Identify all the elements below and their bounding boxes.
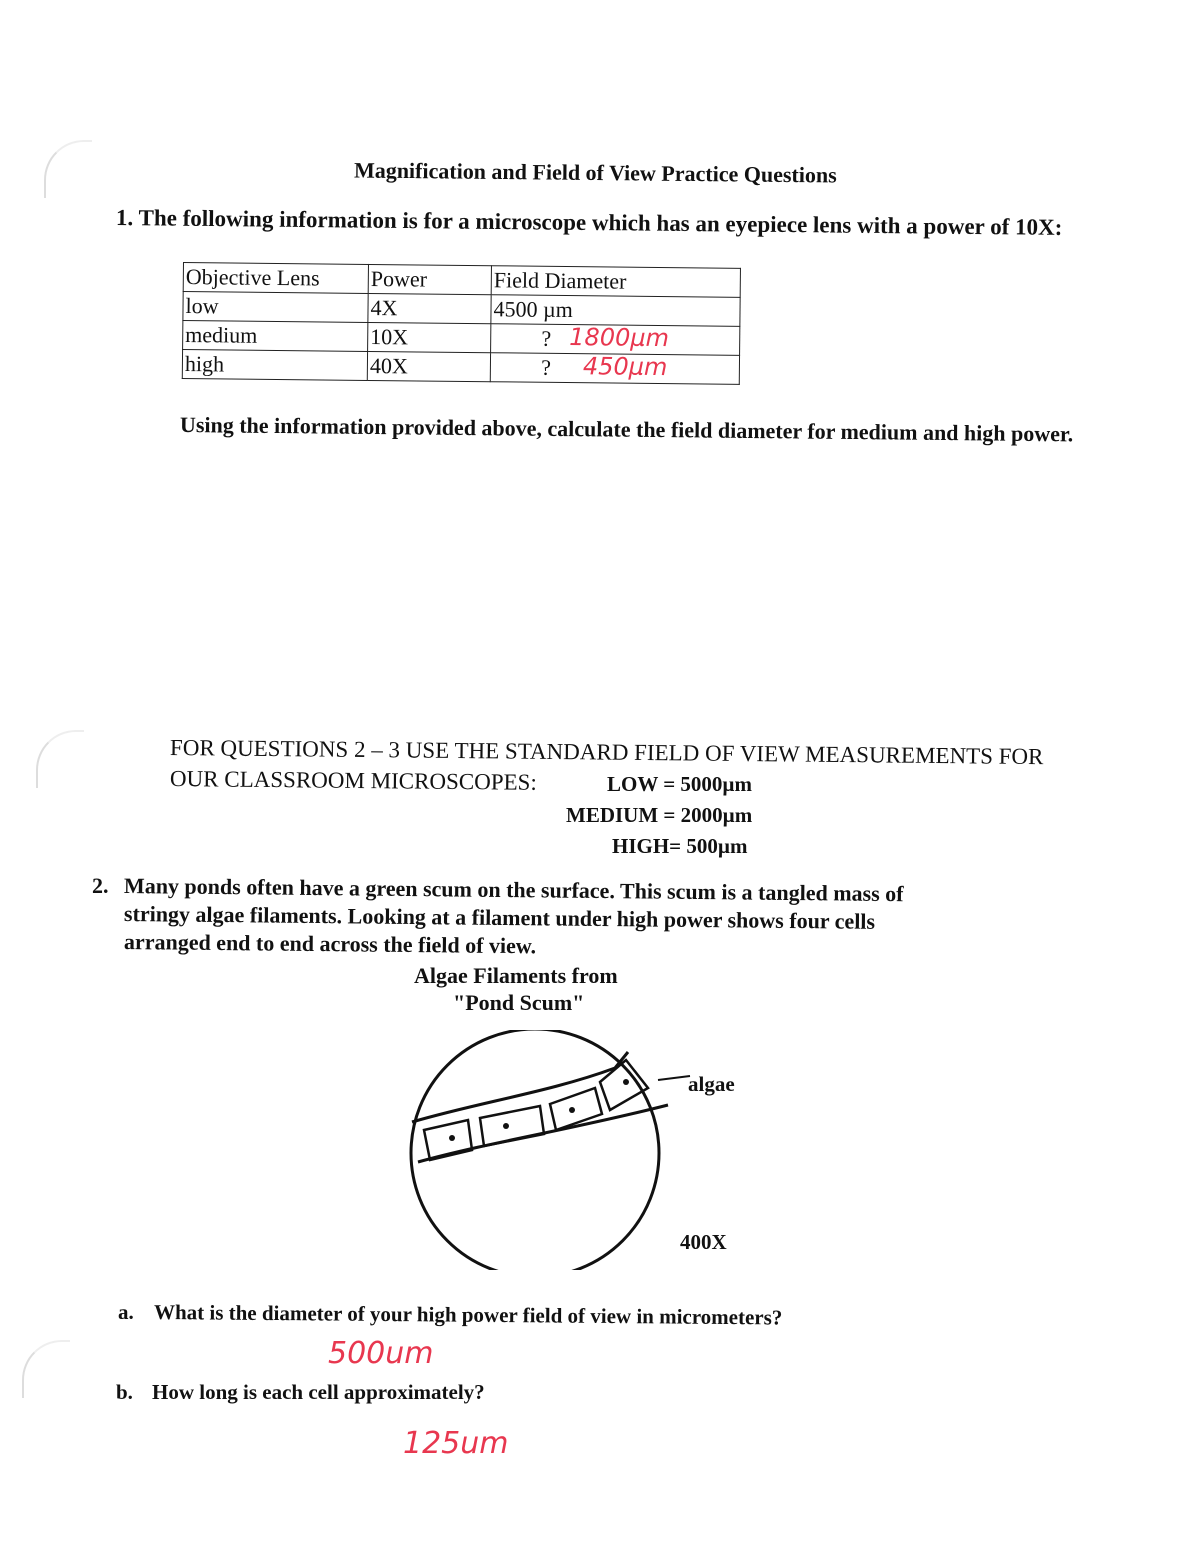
lens-cell: low bbox=[183, 292, 368, 323]
lens-cell: medium bbox=[183, 321, 368, 352]
calc-instruction: Using the information provided above, calculate the field diameter for medium and high power. bbox=[179, 412, 1074, 447]
question-1: 1. The following information is for a microscope which has an eyepiece lens with a power of 10X: bbox=[115, 205, 1063, 240]
question-2-number: 2. bbox=[92, 873, 109, 898]
algae-pointer-line bbox=[658, 1076, 690, 1080]
sub-question-b-letter: b. bbox=[116, 1380, 133, 1404]
punch-hole-top bbox=[44, 140, 92, 198]
punch-hole-middle bbox=[36, 730, 84, 788]
table-row bbox=[182, 350, 739, 385]
magnification-label: 400X bbox=[680, 1230, 727, 1254]
handwritten-answer-b: 125um bbox=[403, 1426, 509, 1461]
objective-lens-table bbox=[182, 262, 741, 385]
question-2-line1: Many ponds often have a green scum on the surface. This scum is a tangled mass of bbox=[123, 873, 904, 907]
handwritten-answer-a: 500um bbox=[328, 1336, 434, 1371]
sub-question-a: What is the diameter of your high power field of view in micrometers? bbox=[153, 1300, 783, 1330]
lens-cell: high bbox=[182, 350, 367, 381]
sub-question-b: How long is each cell approximately? bbox=[152, 1380, 485, 1404]
sub-question-a-letter: a. bbox=[118, 1300, 134, 1324]
standard-low: LOW = 5000µm bbox=[607, 772, 753, 796]
standard-high: HIGH= 500µm bbox=[612, 834, 748, 858]
field-cell: 4500 µm bbox=[491, 295, 740, 327]
field-unknown: ? bbox=[541, 354, 552, 380]
field-cell bbox=[490, 353, 739, 385]
question-2-line3: arranged end to end across the field of view. bbox=[123, 929, 537, 959]
question-2-line2: stringy algae filaments. Looking at a filament under high power shows four cells bbox=[123, 901, 876, 934]
algae-microscope-field-illustration bbox=[400, 1030, 700, 1270]
header-objective-lens: Objective Lens bbox=[183, 263, 368, 294]
figure-title-line2: "Pond Scum" bbox=[453, 990, 585, 1015]
power-cell: 10X bbox=[368, 322, 491, 352]
figure-title-line1: Algae Filaments from bbox=[414, 963, 618, 988]
power-cell: 4X bbox=[368, 293, 491, 323]
punch-hole-bottom bbox=[22, 1340, 70, 1398]
handwritten-answer-medium: 1800µm bbox=[569, 323, 670, 353]
standard-fov-heading-line1: FOR QUESTIONS 2 – 3 USE THE STANDARD FIELD OF VIEW MEASUREMENTS FOR bbox=[169, 735, 1044, 770]
header-power: Power bbox=[368, 264, 491, 294]
algae-label: algae bbox=[688, 1072, 735, 1096]
header-field-diameter: Field Diameter bbox=[491, 266, 740, 298]
power-cell: 40X bbox=[367, 351, 490, 381]
standard-medium: MEDIUM = 2000µm bbox=[566, 803, 753, 827]
field-unknown: ? bbox=[541, 325, 552, 351]
page-title: Magnification and Field of View Practice Questions bbox=[353, 157, 837, 188]
field-cell bbox=[491, 324, 740, 356]
handwritten-answer-high: 450µm bbox=[582, 352, 668, 382]
standard-fov-heading-line2: OUR CLASSROOM MICROSCOPES: bbox=[169, 766, 537, 795]
field-of-view-circle bbox=[411, 1030, 659, 1270]
algae-cell bbox=[480, 1106, 544, 1146]
